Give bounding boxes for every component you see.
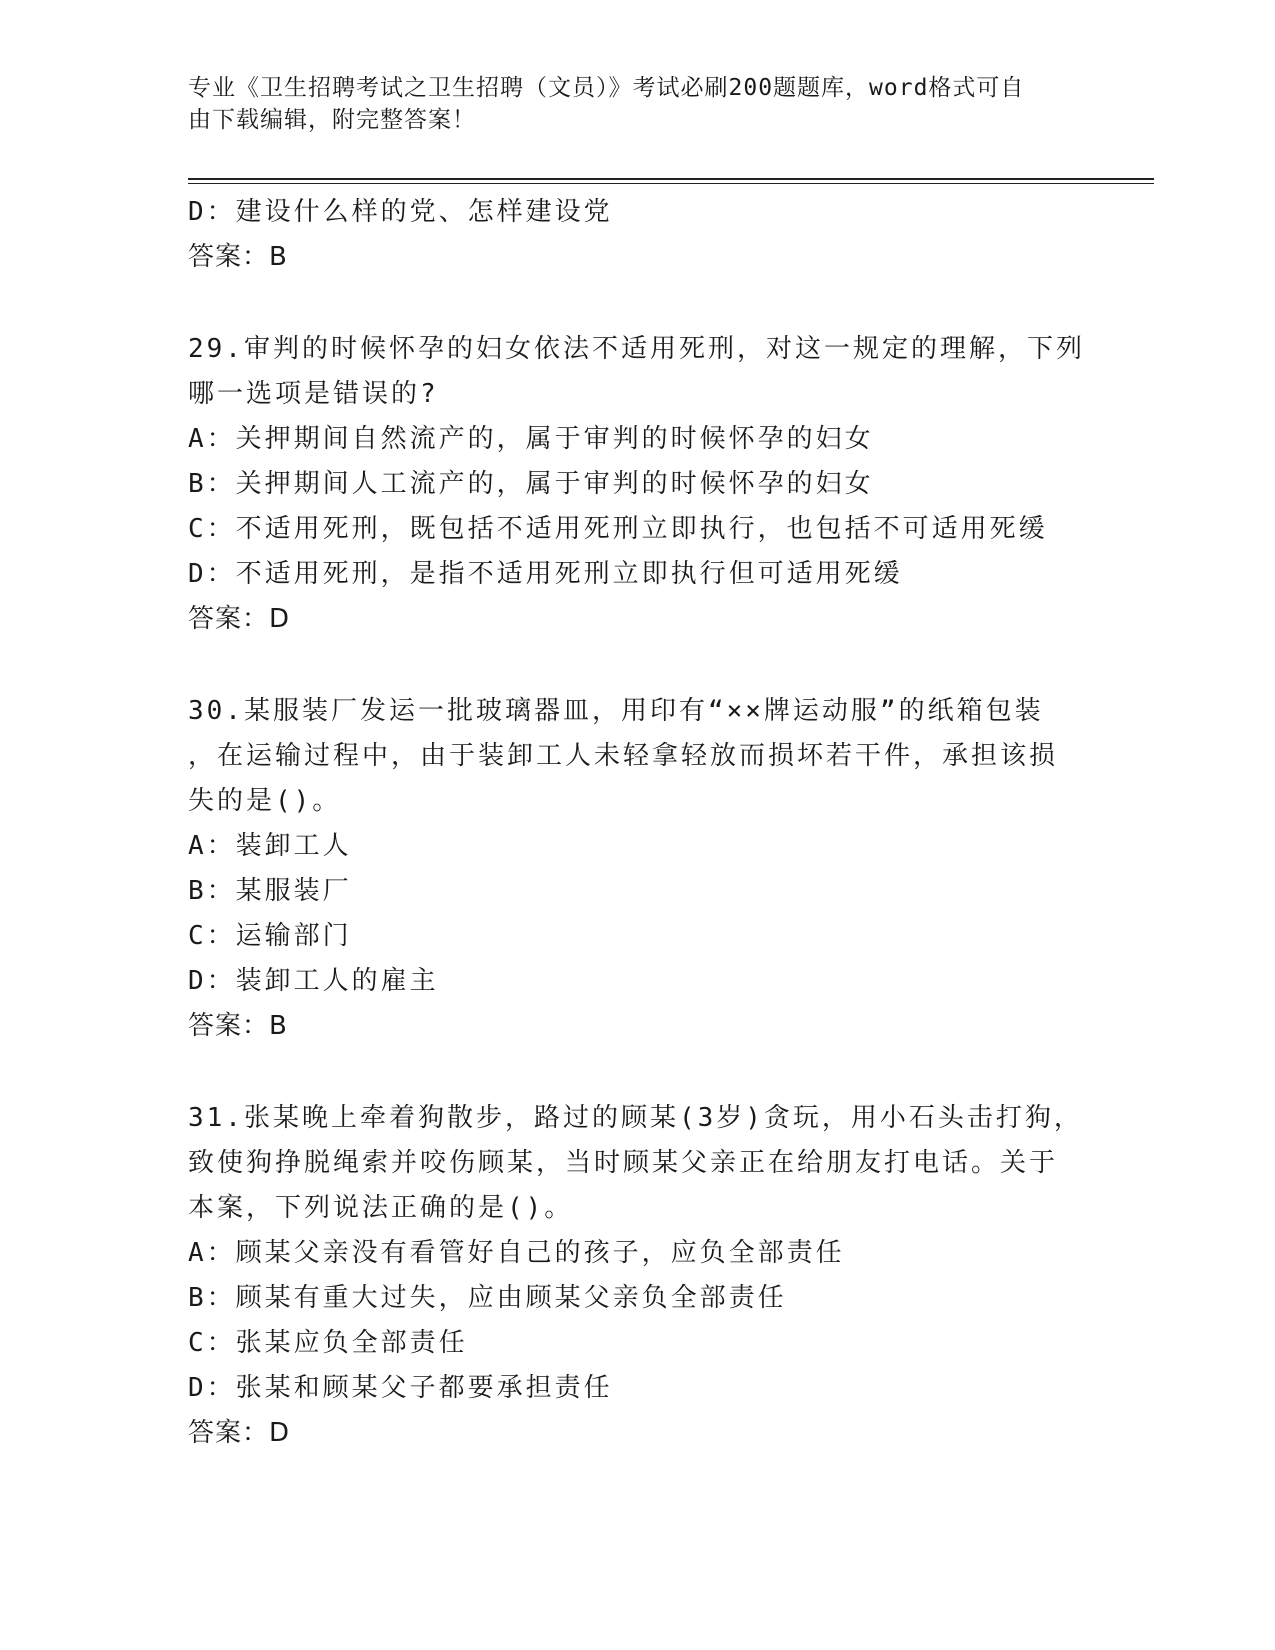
answer-line: 答案：D <box>188 1418 291 1448</box>
page-content <box>188 190 1088 1456</box>
previous-question-tail <box>188 190 1088 280</box>
question-stem: 30.某服装厂发运一批玻璃器皿，用印有“××牌运动服”的纸箱包装 <box>188 696 1044 726</box>
option-c: C：运输部门 <box>188 921 352 951</box>
spacer <box>188 642 1088 689</box>
question-stem: 哪一选项是错误的? <box>188 379 439 409</box>
header-line-1: 专业《卫生招聘考试之卫生招聘（文员）》考试必刷200题题库，word格式可自 <box>188 75 1025 101</box>
option-a: A：顾某父亲没有看管好自己的孩子，应负全部责任 <box>188 1238 845 1268</box>
question-30 <box>188 689 1088 1049</box>
answer-line: 答案：D <box>188 604 291 634</box>
header-line-2: 由下载编辑，附完整答案！ <box>188 107 476 133</box>
question-stem: 31.张某晚上牵着狗散步，路过的顾某(3岁)贪玩，用小石头击打狗， <box>188 1103 1083 1133</box>
question-stem: ，在运输过程中，由于装卸工人未轻拿轻放而损坏若干件，承担该损 <box>188 741 1059 771</box>
page-header <box>188 72 1078 136</box>
question-stem: 失的是()。 <box>188 786 342 816</box>
question-stem: 本案，下列说法正确的是()。 <box>188 1193 574 1223</box>
option-c: C：不适用死刑，既包括不适用死刑立即执行，也包括不可适用死缓 <box>188 514 1048 544</box>
option-b: B：关押期间人工流产的，属于审判的时候怀孕的妇女 <box>188 469 874 499</box>
option-a: A：关押期间自然流产的，属于审判的时候怀孕的妇女 <box>188 424 874 454</box>
option-d: D：张某和顾某父子都要承担责任 <box>188 1373 613 1403</box>
option-b: B：顾某有重大过失，应由顾某父亲负全部责任 <box>188 1283 787 1313</box>
answer-line: 答案：B <box>188 1011 288 1041</box>
option-d: D：不适用死刑，是指不适用死刑立即执行但可适用死缓 <box>188 559 903 589</box>
header-divider <box>188 178 1154 180</box>
option-d: D：装卸工人的雇主 <box>188 966 439 996</box>
option-d: D：建设什么样的党、怎样建设党 <box>188 197 613 227</box>
answer-line: 答案：B <box>188 242 288 272</box>
question-29 <box>188 327 1088 642</box>
option-a: A：装卸工人 <box>188 831 352 861</box>
spacer <box>188 1049 1088 1096</box>
option-c: C：张某应负全部责任 <box>188 1328 468 1358</box>
option-b: B：某服装厂 <box>188 876 352 906</box>
spacer <box>188 280 1088 327</box>
question-stem: 29.审判的时候怀孕的妇女依法不适用死刑，对这一规定的理解，下列 <box>188 334 1085 364</box>
header-divider-thin <box>188 183 1154 184</box>
question-stem: 致使狗挣脱绳索并咬伤顾某，当时顾某父亲正在给朋友打电话。关于 <box>188 1148 1059 1178</box>
question-31 <box>188 1096 1088 1456</box>
